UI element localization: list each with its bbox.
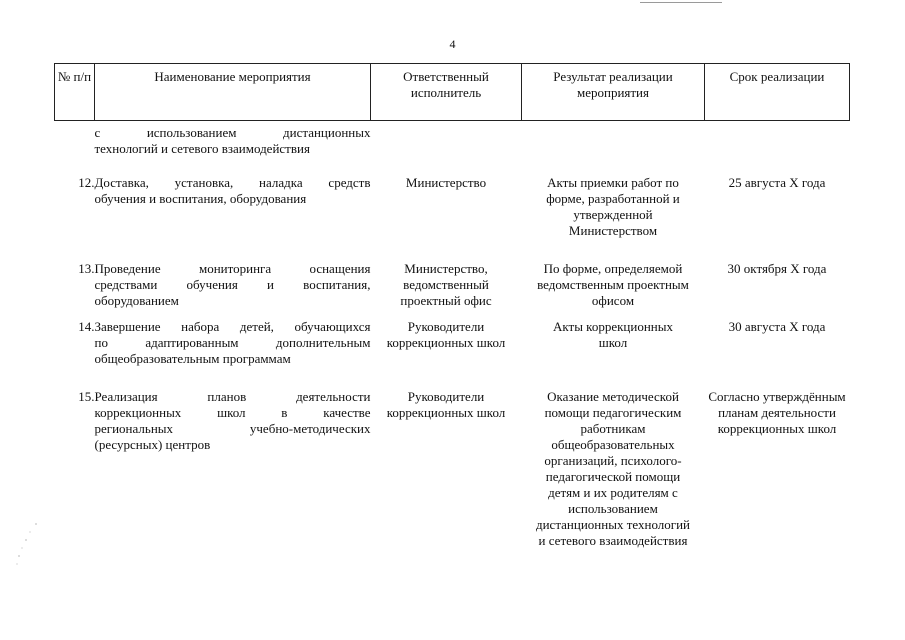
name-line: технологий и сетевого взаимодействия — [94, 141, 310, 156]
header-responsible: Ответственный исполнитель — [371, 64, 522, 121]
cell-term: Согласно утверждённым планам деятельности коррекционных школ — [708, 389, 846, 436]
name-line: с использованием дистанционных — [94, 125, 371, 140]
name-line: обучения и воспитания, оборудования — [94, 191, 307, 206]
name-line: Проведение мониторинга оснащения — [94, 261, 371, 276]
cell-number: 12. — [78, 175, 95, 190]
name-line: по адаптированным дополнительным — [94, 335, 371, 350]
name-line: коррекционных школ в качестве — [94, 405, 371, 420]
top-rule — [640, 2, 722, 3]
cell-number — [55, 121, 95, 158]
table-row-continuation — [55, 121, 850, 158]
cell-term: 30 октября X года — [727, 261, 827, 276]
page-number: 4 — [449, 37, 456, 51]
cell-activity-name — [95, 121, 371, 158]
cell-responsible: Министерство, ведомственный проектный офис — [400, 261, 492, 308]
cell-number: 14. — [78, 319, 95, 334]
cell-activity-name — [95, 239, 371, 309]
name-line: оборудованием — [94, 293, 179, 308]
cell-result: По форме, определяемой ведомственным проектным офисом — [537, 261, 689, 308]
cell-result — [522, 121, 705, 158]
table-row — [55, 239, 850, 309]
name-line: Доставка, установка, наладка средств — [94, 175, 371, 190]
scan-specks — [14, 520, 44, 570]
name-line: (ресурсных) центров — [94, 437, 211, 452]
header-activity-name: Наименование мероприятия — [95, 64, 371, 121]
name-line: Реализация планов деятельности — [94, 389, 371, 404]
cell-term: 30 августа X года — [728, 319, 826, 334]
cell-result: Акты коррекционных школ — [552, 319, 673, 350]
cell-number: 13. — [78, 261, 95, 276]
cell-responsible: Министерство — [405, 175, 487, 190]
name-line: Завершение набора детей, обучающихся — [94, 319, 371, 334]
cell-term: 25 августа X года — [728, 175, 826, 190]
cell-result: Оказание методической помощи педагогическим работникам общеобразовательных организаций, психолого-педагогической помощи детям и их родителям с использованием дистанционных технологий и сетевого взаимодействия — [535, 389, 691, 548]
header-result: Результат реализации мероприятия — [522, 64, 705, 121]
name-line: региональных учебно-методических — [94, 421, 371, 436]
cell-number: 15. — [78, 389, 95, 404]
cell-responsible: Руководители коррекционных школ — [386, 389, 506, 420]
name-line: средствами обучения и воспитания, — [94, 277, 371, 292]
cell-result: Акты приемки работ по форме, разработанной и утвержденной Министерством — [546, 175, 680, 238]
activities-table — [54, 63, 850, 549]
name-line: общеобразовательным программам — [94, 351, 291, 366]
header-number: № п/п — [55, 64, 95, 121]
cell-term — [705, 121, 850, 158]
table-row — [55, 309, 850, 367]
table-header-row — [55, 64, 850, 121]
table-row — [55, 367, 850, 549]
table-row — [55, 157, 850, 239]
cell-activity-name — [95, 157, 371, 239]
cell-responsible: Руководители коррекционных школ — [386, 319, 506, 350]
header-term: Срок реализации — [705, 64, 850, 121]
cell-responsible — [371, 121, 522, 158]
cell-activity-name — [95, 309, 371, 367]
cell-activity-name — [95, 367, 371, 549]
